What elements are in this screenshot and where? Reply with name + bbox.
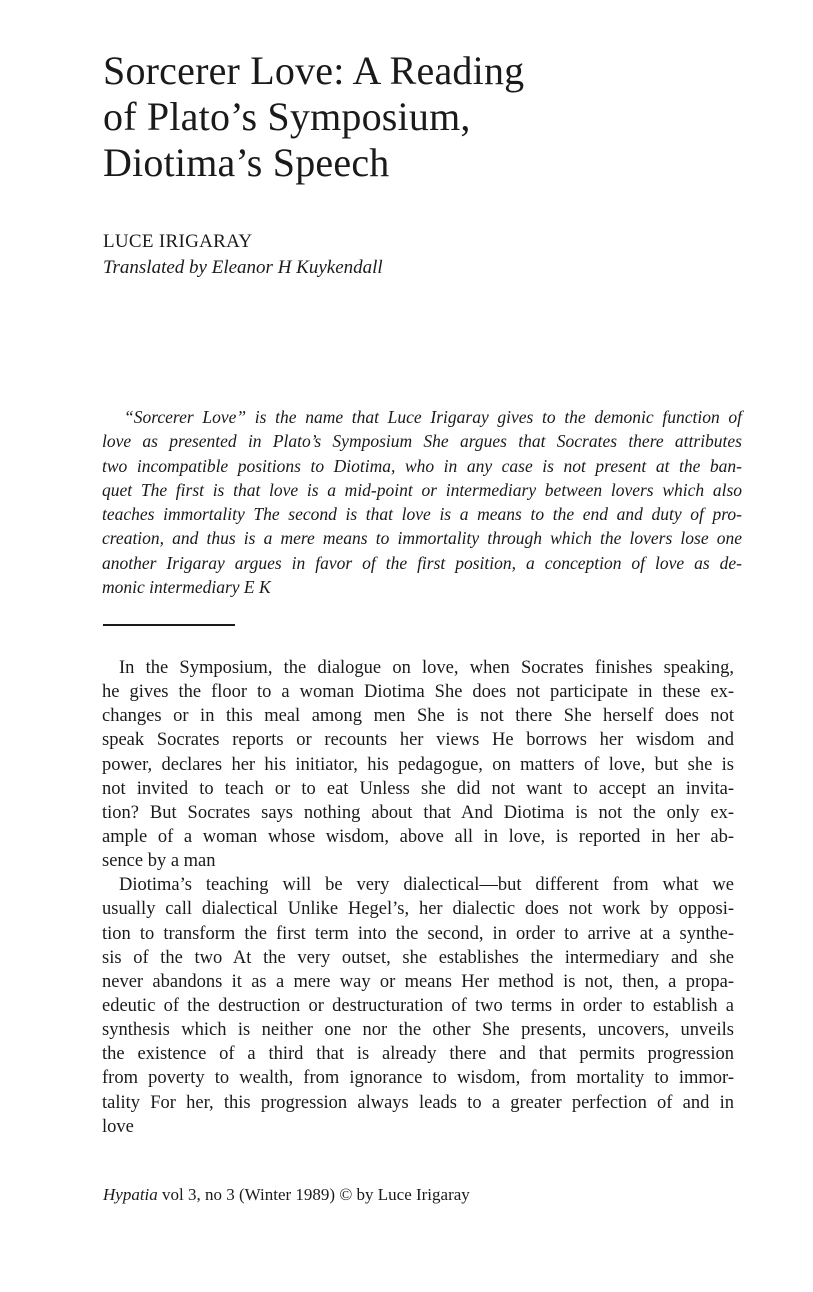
- body-line: the existence of a third that is already there and that permits progression: [102, 1044, 734, 1065]
- abstract-line: quet The first is that love is a mid-point or intermediary between lovers which also: [102, 479, 742, 500]
- body-line: In the Symposium, the dialogue on love, when Socrates finishes speaking,: [119, 658, 734, 678]
- title-line-2: of Plato’s Symposium,: [103, 94, 471, 139]
- translator-credit: Translated by Eleanor H Kuykendall: [103, 257, 383, 278]
- body-line: ample of a woman whose wisdom, above all in love, is reported in her ab-: [102, 826, 734, 847]
- body-line: tality For her, this progression always leads to a greater perfection of and in: [102, 1092, 734, 1113]
- body-line: he gives the floor to a woman Diotima She does not participate in these ex-: [102, 682, 734, 703]
- body-line: love: [102, 1116, 134, 1137]
- body-line: changes or in this meal among men She is not there She herself does not: [102, 706, 734, 727]
- abstract-line: love as presented in Plato’s Symposium She argues that Socrates there attributes: [102, 431, 742, 452]
- body-line: usually call dialectical Unlike Hegel’s, her dialectic does not work by opposi-: [102, 899, 734, 920]
- abstract-line: monic intermediary E K: [102, 577, 271, 598]
- body-line: Diotima’s teaching will be very dialectical—but different from what we: [119, 875, 734, 896]
- body-line: synthesis which is neither one nor the other She presents, uncovers, unveils: [102, 1020, 734, 1041]
- body-line: from poverty to wealth, from ignorance to wisdom, from mortality to immor-: [102, 1068, 734, 1089]
- body-line: not invited to teach or to eat Unless she did not want to accept an invita-: [102, 778, 734, 799]
- body-line: power, declares her his initiator, his pedagogue, on matters of love, but she is: [102, 754, 734, 775]
- abstract-line: two incompatible positions to Diotima, who in any case is not present at the ban-: [102, 455, 742, 476]
- article-title: [103, 48, 723, 186]
- title-line-1: Sorcerer Love: A Reading: [103, 48, 525, 93]
- body-line: never abandons it as a mere way or means Her method is not, then, a propa-: [102, 971, 734, 992]
- body-line: sis of the two At the very outset, she establishes the intermediary and she: [102, 947, 734, 968]
- body-line: speak Socrates reports or recounts her views He borrows her wisdom and: [102, 730, 734, 751]
- body-line: sence by a man: [102, 851, 216, 872]
- body-line: edeutic of the destruction or destructuration of two terms in order to establish a: [102, 995, 734, 1016]
- body-line: tion? But Socrates says nothing about that And Diotima is not the only ex-: [102, 802, 734, 823]
- journal-name: Hypatia: [103, 1185, 158, 1204]
- author-name: LUCE IRIGARAY: [103, 231, 253, 252]
- abstract-line: “Sorcerer Love” is the name that Luce Irigaray gives to the demonic function of: [124, 407, 742, 427]
- section-divider: [103, 624, 235, 626]
- abstract-line: teaches immortality The second is that love is a means to the end and duty of pro-: [102, 504, 742, 525]
- title-line-3: Diotima’s Speech: [103, 140, 390, 185]
- abstract-line: creation, and thus is a mere means to immortality through which the lovers lose one: [102, 528, 742, 549]
- citation-footer: [103, 1184, 470, 1206]
- article-body: [102, 656, 734, 1139]
- abstract: [102, 405, 742, 599]
- body-line: tion to transform the first term into the second, in order to arrive at a synthe-: [102, 923, 734, 944]
- citation-details: vol 3, no 3 (Winter 1989) © by Luce Irigaray: [162, 1185, 470, 1204]
- abstract-line: another Irigaray argues in favor of the first position, a conception of love as de-: [102, 552, 742, 573]
